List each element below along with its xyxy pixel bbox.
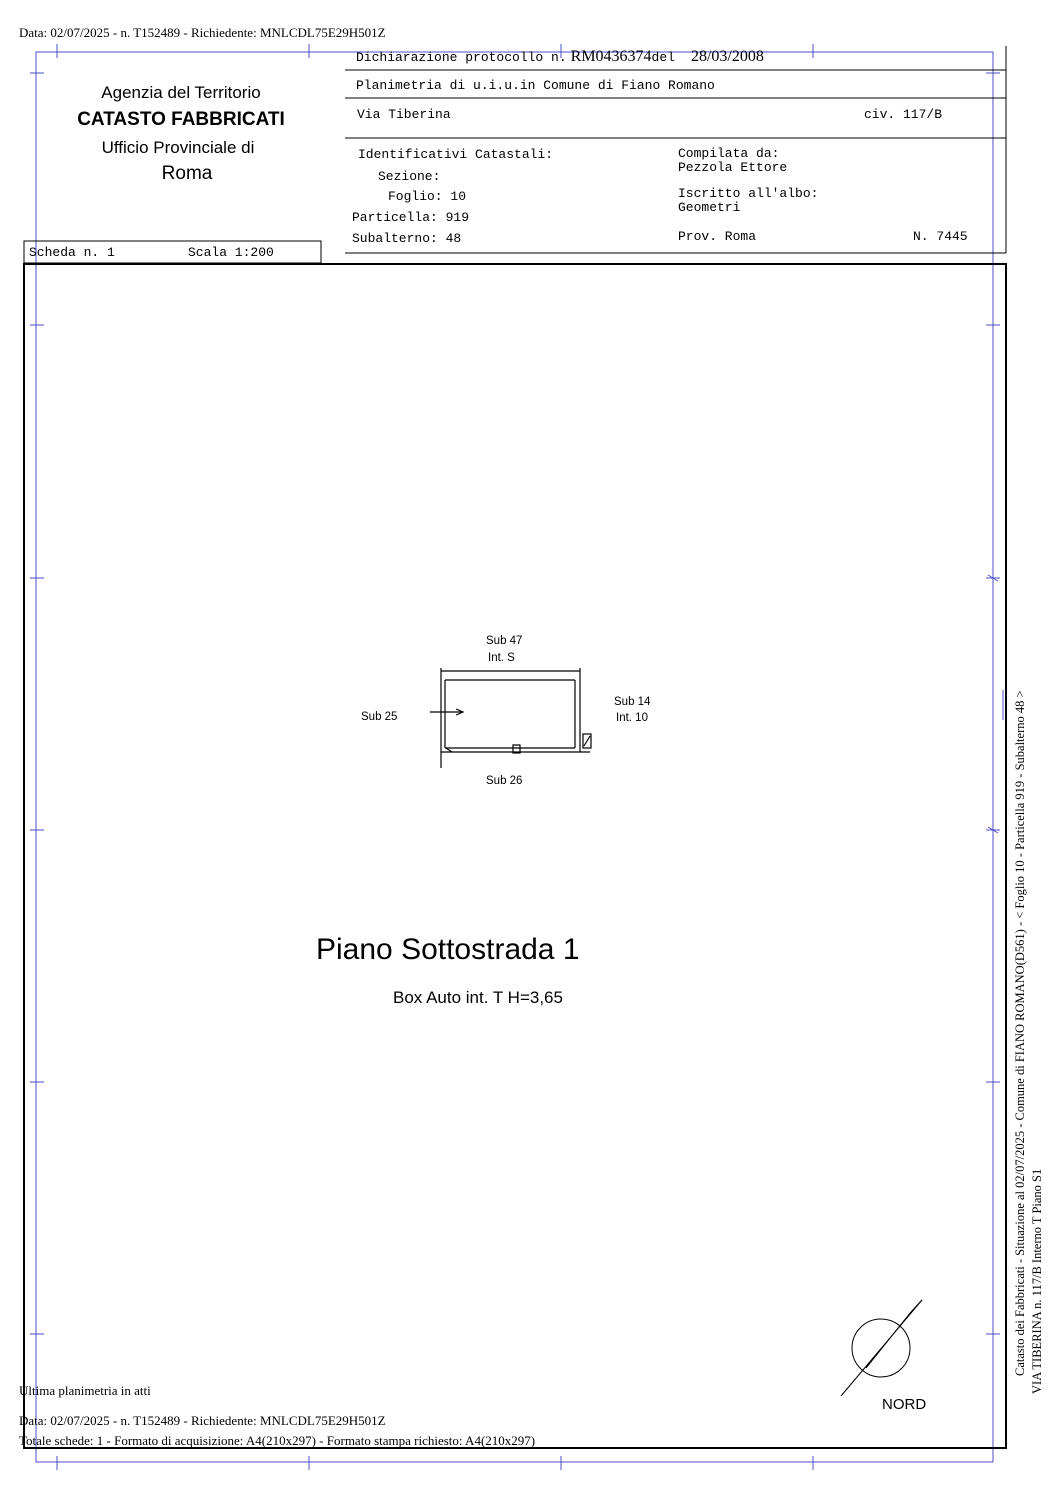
albo-value: Geometri — [678, 200, 741, 215]
registration-number: N. 7445 — [913, 229, 968, 244]
declaration-line — [356, 48, 764, 66]
planimetria-line: Planimetria di u.i.u.in Comune di Fiano Romano — [356, 78, 715, 93]
plan-label-west: Sub 25 — [361, 711, 398, 723]
plan-label-north-int: Int. S — [488, 652, 515, 664]
office-title: Ufficio Provinciale di — [101, 138, 255, 157]
declaration-label: Dichiarazione protocollo n. — [356, 50, 567, 65]
declaration-del: del — [651, 50, 675, 65]
civic-number: civ. 117/B — [864, 107, 943, 122]
north-label: NORD — [882, 1396, 927, 1413]
plan-label-east: Sub 14 — [614, 696, 651, 708]
plan-label-east-int: Int. 10 — [616, 712, 648, 724]
subalterno-field: Subalterno: 48 — [352, 231, 462, 246]
side-note-line2: VIA TIBERINA n. 117/B Interno T Piano S1 — [1030, 1168, 1044, 1394]
particella-field: Particella: 919 — [352, 210, 470, 225]
agency-title: Agenzia del Territorio — [101, 83, 261, 102]
unit-description: Box Auto int. T H=3,65 — [393, 988, 563, 1007]
floor-title: Piano Sottostrada 1 — [316, 933, 580, 966]
albo-label: Iscritto all'albo: — [678, 186, 819, 201]
last-plan-note: Ultima planimetria in atti — [19, 1383, 151, 1398]
scale-label: Scala 1:200 — [188, 245, 274, 260]
declaration-date: 28/03/2008 — [690, 48, 764, 65]
side-note-line1: Catasto dei Fabbricati - Situazione al 02/07/2025 - Comune di FIANO ROMANO(D561) - < Foglio 10 - Particella 919 - Subalterno 48 > — [1013, 690, 1027, 1376]
footer-format-line: Totale schede: 1 - Formato di acquisizione: A4(210x297) - Formato stampa richiesto: A4(210x297) — [19, 1433, 536, 1448]
street-name: Via Tiberina — [357, 107, 451, 122]
declaration-number: RM0436374 — [570, 48, 652, 65]
compiler-name: Pezzola Ettore — [678, 160, 788, 175]
footer-request-line: Data: 02/07/2025 - n. T152489 - Richiedente: MNLCDL75E29H501Z — [19, 1413, 386, 1428]
office-city: Roma — [161, 163, 213, 184]
compiled-by-label: Compilata da: — [678, 146, 780, 161]
sezione-field: Sezione: — [378, 169, 441, 184]
identifiers-title: Identificativi Catastali: — [358, 147, 554, 162]
plan-label-south: Sub 26 — [486, 775, 523, 787]
top-request-banner: Data: 02/07/2025 - n. T152489 - Richiedente: MNLCDL75E29H501Z — [19, 25, 386, 40]
plan-label-north: Sub 47 — [486, 635, 523, 647]
scheda-number: Scheda n. 1 — [29, 245, 115, 260]
province-field: Prov. Roma — [678, 229, 757, 244]
department-title: CATASTO FABBRICATI — [77, 109, 285, 130]
foglio-field: Foglio: 10 — [388, 189, 467, 204]
